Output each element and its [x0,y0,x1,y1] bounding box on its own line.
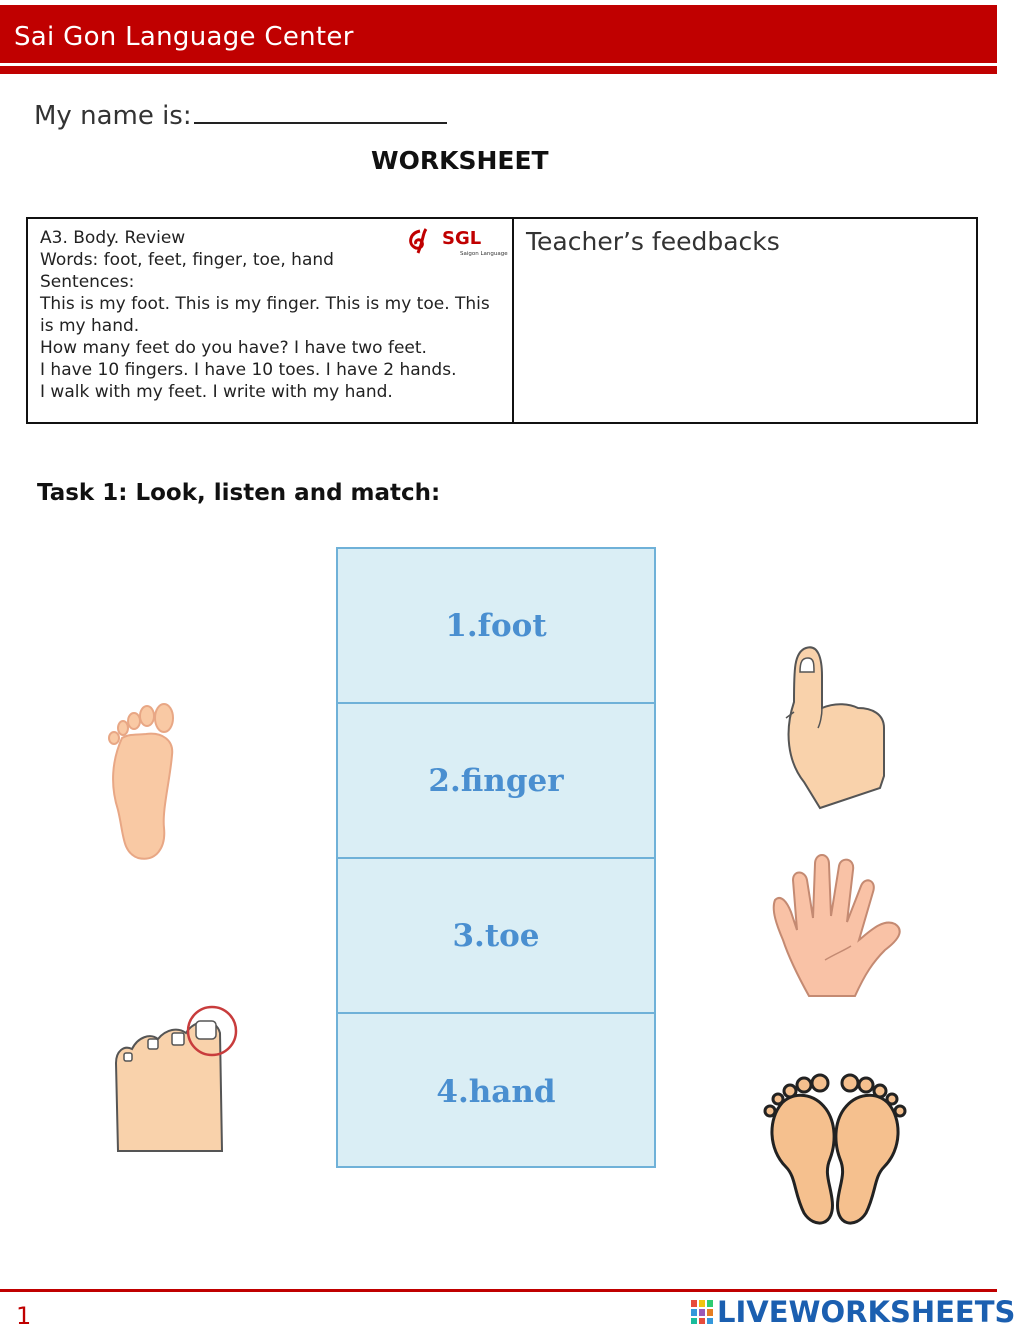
liveworksheets-logo-icon [690,1299,714,1325]
teacher-feedback [514,219,976,422]
feedback-label: Teacher’s feedbacks [526,227,780,256]
lesson-sentences-label: Sentences: [40,272,135,292]
sgl-logo-subtext: Saigon Language [460,251,508,257]
header-divider [0,66,997,74]
lesson-sentence: How many feet do you have? I have two feet. [40,338,427,358]
sgl-logo-text: SGL [442,228,482,249]
foot-icon[interactable] [100,700,180,862]
task1-title: Task 1: Look, listen and match: [37,480,441,506]
word-cell-toe[interactable]: 3.toe [338,859,654,1014]
word-box [336,547,656,1168]
lesson-sentence: This is my foot. This is my finger. This is my toe. This is my hand. [40,294,490,336]
info-table [26,217,978,424]
hand-icon[interactable] [765,850,915,1002]
toe-icon[interactable] [110,1003,242,1155]
lesson-title: A3. Body. Review [40,228,186,248]
name-field[interactable] [194,96,447,124]
lesson-sentence: I walk with my feet. I write with my hand. [40,382,393,402]
finger-icon[interactable] [780,642,890,812]
lesson-info [28,219,514,422]
sgl-logo [406,225,508,259]
word-cell-hand[interactable]: 4.hand [436,1073,556,1110]
worksheet-title: WORKSHEET [371,146,549,175]
page-number: 1 [16,1302,32,1330]
word-cell-foot[interactable]: 1.foot [338,549,654,704]
center-name: Sai Gon Language Center [14,22,354,52]
footer-divider [0,1289,997,1292]
lesson-sentence: I have 10 fingers. I have 10 toes. I have 2 hands. [40,360,457,380]
lesson-words: Words: foot, feet, finger, toe, hand [40,250,334,270]
liveworksheets-brand: LIVEWORKSHEETS [717,1295,1015,1329]
liveworksheets-logo[interactable] [690,1294,1015,1330]
name-prompt [34,96,447,131]
word-cell-finger[interactable]: 2.finger [338,704,654,859]
feet-icon[interactable] [760,1073,910,1229]
name-prompt-label: My name is: [34,101,192,131]
